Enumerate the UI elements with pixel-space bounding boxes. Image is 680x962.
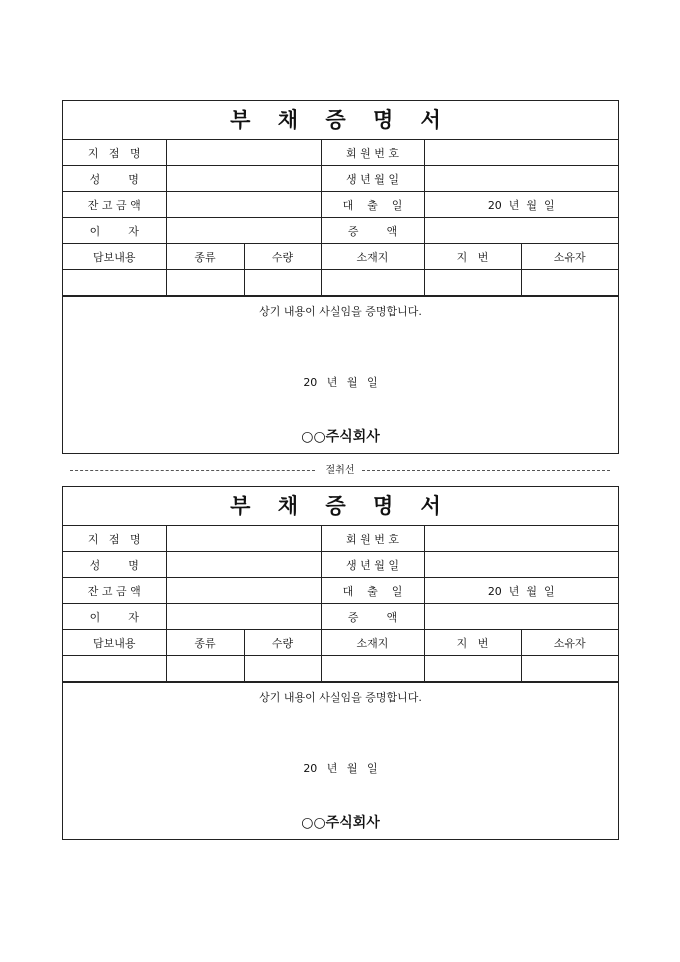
collateral-lot-field[interactable] bbox=[424, 270, 521, 296]
collateral-type-field[interactable] bbox=[166, 656, 244, 682]
collateral-header: 지 번 bbox=[424, 244, 521, 270]
company-name: ○○주식회사 bbox=[301, 429, 380, 445]
certification-statement: 상기 내용이 사실임을 증명합니다. bbox=[259, 691, 422, 704]
collateral-header-row bbox=[63, 630, 618, 656]
interest-field[interactable] bbox=[166, 604, 321, 630]
collateral-content-field[interactable] bbox=[63, 270, 166, 296]
loan-date-label: 대 출 일 bbox=[321, 578, 424, 604]
member-no-field[interactable] bbox=[424, 140, 618, 166]
birth-field[interactable] bbox=[424, 552, 618, 578]
branch-field[interactable] bbox=[166, 526, 321, 552]
debt-certificate-top bbox=[62, 100, 619, 454]
loan-date-field[interactable]: 20 년 월 일 bbox=[424, 192, 618, 218]
table-row bbox=[63, 526, 618, 552]
collateral-header: 담보내용 bbox=[63, 244, 166, 270]
collateral-header: 담보내용 bbox=[63, 630, 166, 656]
collateral-owner-field[interactable] bbox=[521, 656, 618, 682]
balance-field[interactable] bbox=[166, 578, 321, 604]
collateral-header: 소유자 bbox=[521, 630, 618, 656]
interest-label: 이 자 bbox=[63, 218, 166, 244]
balance-label: 잔 고 금 액 bbox=[63, 578, 166, 604]
branch-label: 지 점 명 bbox=[63, 526, 166, 552]
name-field[interactable] bbox=[166, 552, 321, 578]
table-row bbox=[63, 192, 618, 218]
collateral-quantity-field[interactable] bbox=[244, 656, 321, 682]
certificate-title: 부 채 증 명 서 bbox=[63, 101, 618, 140]
increase-field[interactable] bbox=[424, 218, 618, 244]
increase-label: 증 액 bbox=[321, 604, 424, 630]
birth-field[interactable] bbox=[424, 166, 618, 192]
table-row bbox=[63, 604, 618, 630]
collateral-header: 종류 bbox=[166, 244, 244, 270]
loan-date-label: 대 출 일 bbox=[321, 192, 424, 218]
table-row bbox=[63, 140, 618, 166]
branch-label: 지 점 명 bbox=[63, 140, 166, 166]
collateral-header-row bbox=[63, 244, 618, 270]
birth-label: 생 년 월 일 bbox=[321, 166, 424, 192]
collateral-quantity-field[interactable] bbox=[244, 270, 321, 296]
collateral-header: 소재지 bbox=[321, 630, 424, 656]
collateral-header: 소재지 bbox=[321, 244, 424, 270]
member-no-field[interactable] bbox=[424, 526, 618, 552]
collateral-lot-field[interactable] bbox=[424, 656, 521, 682]
interest-field[interactable] bbox=[166, 218, 321, 244]
increase-label: 증 액 bbox=[321, 218, 424, 244]
balance-field[interactable] bbox=[166, 192, 321, 218]
collateral-header: 수량 bbox=[244, 630, 321, 656]
collateral-location-field[interactable] bbox=[321, 656, 424, 682]
certification-date: 20 년 월 일 bbox=[303, 376, 378, 389]
cut-line bbox=[70, 464, 610, 478]
collateral-header: 종류 bbox=[166, 630, 244, 656]
name-field[interactable] bbox=[166, 166, 321, 192]
collateral-header: 지 번 bbox=[424, 630, 521, 656]
collateral-owner-field[interactable] bbox=[521, 270, 618, 296]
certification-area bbox=[63, 682, 618, 839]
table-row bbox=[63, 218, 618, 244]
increase-field[interactable] bbox=[424, 604, 618, 630]
member-no-label: 회 원 번 호 bbox=[321, 140, 424, 166]
collateral-location-field[interactable] bbox=[321, 270, 424, 296]
certification-statement: 상기 내용이 사실임을 증명합니다. bbox=[259, 305, 422, 318]
birth-label: 생 년 월 일 bbox=[321, 552, 424, 578]
collateral-input-row bbox=[63, 656, 618, 682]
interest-label: 이 자 bbox=[63, 604, 166, 630]
certification-date: 20 년 월 일 bbox=[303, 762, 378, 775]
table-row bbox=[63, 166, 618, 192]
collateral-header: 소유자 bbox=[521, 244, 618, 270]
debt-certificate-bottom bbox=[62, 486, 619, 840]
cut-line-label: 절취선 bbox=[325, 465, 355, 476]
certification-area bbox=[63, 296, 618, 453]
collateral-content-field[interactable] bbox=[63, 656, 166, 682]
balance-label: 잔 고 금 액 bbox=[63, 192, 166, 218]
collateral-input-row bbox=[63, 270, 618, 296]
info-table bbox=[63, 140, 618, 296]
member-no-label: 회 원 번 호 bbox=[321, 526, 424, 552]
name-label: 성 명 bbox=[63, 552, 166, 578]
company-name: ○○주식회사 bbox=[301, 815, 380, 831]
certificate-title: 부 채 증 명 서 bbox=[63, 487, 618, 526]
collateral-header: 수량 bbox=[244, 244, 321, 270]
loan-date-field[interactable]: 20 년 월 일 bbox=[424, 578, 618, 604]
branch-field[interactable] bbox=[166, 140, 321, 166]
collateral-type-field[interactable] bbox=[166, 270, 244, 296]
info-table bbox=[63, 526, 618, 682]
table-row bbox=[63, 552, 618, 578]
name-label: 성 명 bbox=[63, 166, 166, 192]
table-row bbox=[63, 578, 618, 604]
